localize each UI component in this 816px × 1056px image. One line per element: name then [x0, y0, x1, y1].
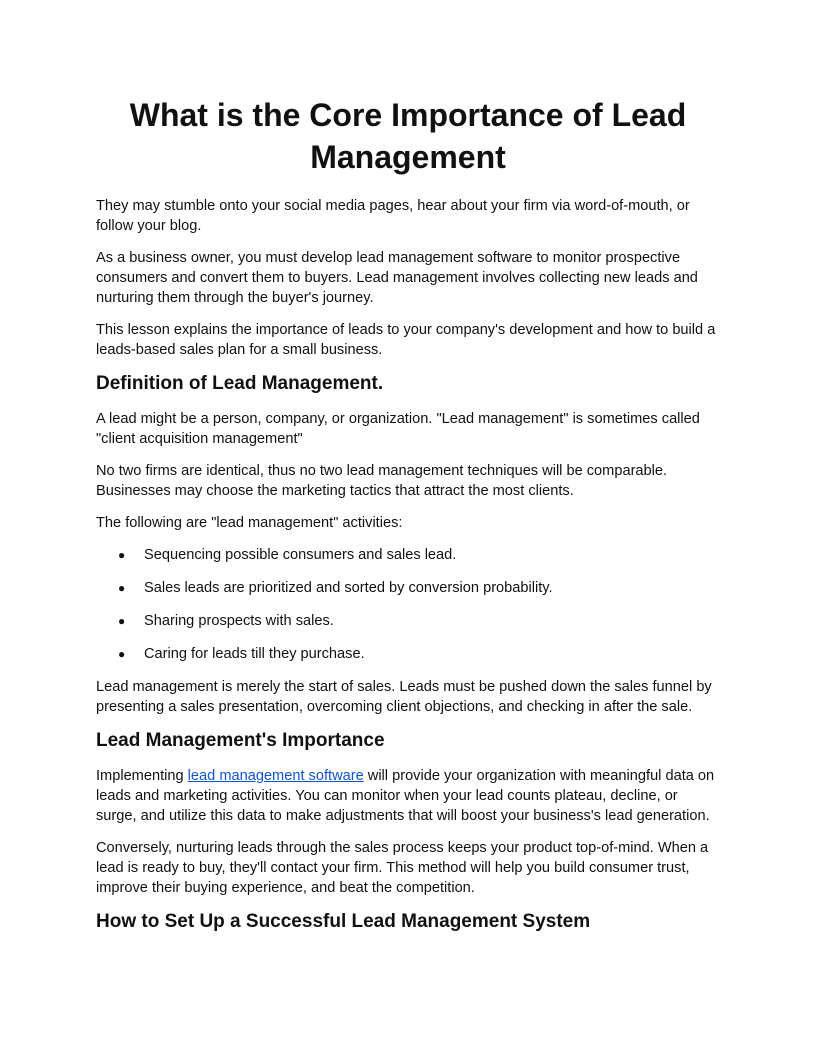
definition-paragraph-2: No two firms are identical, thus no two lead management techniques will be comparable. Businesses may choose the marketing tactics that attract the most clients.: [96, 463, 668, 499]
bullet-icon: ●: [118, 614, 126, 628]
bullet-icon: ●: [118, 581, 126, 595]
section-heading-importance: Lead Management's Importance: [96, 730, 385, 751]
document-page: [96, 94, 720, 947]
activities-list: [96, 545, 720, 664]
intro-paragraph-3: This lesson explains the importance of leads to your company's development and how to build a leads-based sales plan for a small business.: [96, 322, 716, 358]
list-item: [96, 611, 720, 631]
definition-closing-paragraph: Lead management is merely the start of sales. Leads must be pushed down the sales funnel by presenting a sales presentation, overcoming client objections, and checking in after the sale.: [96, 679, 712, 715]
list-item: [96, 545, 720, 565]
list-item-text: Sharing prospects with sales.: [144, 613, 334, 629]
importance-paragraph-1: [96, 766, 720, 826]
list-item: [96, 578, 720, 598]
importance-text-after-link: will provide your organization with meaningful data on leads and marketing activities. You can monitor when your lead counts plateau, decline, or surge, and utilize this data to make adjustments that will boost your business's lead generation.: [96, 768, 715, 824]
importance-paragraph-2: Conversely, nurturing leads through the sales process keeps your product top-of-mind. When a lead is ready to buy, they'll contact your firm. This method will help you build consumer trust, improve their buying experience, and beat the competition.: [96, 840, 709, 896]
list-item-text: Sales leads are prioritized and sorted by conversion probability.: [144, 580, 553, 596]
bullet-icon: ●: [118, 548, 126, 562]
definition-paragraph-1: A lead might be a person, company, or organization. "Lead management" is sometimes called "client acquisition management": [96, 411, 700, 447]
definition-paragraph-3: The following are "lead management" activities:: [96, 515, 403, 531]
list-item-text: Caring for leads till they purchase.: [144, 646, 365, 662]
section-heading-setup: How to Set Up a Successful Lead Management System: [96, 911, 591, 932]
importance-text-before-link: Implementing: [96, 768, 188, 784]
lead-management-software-link[interactable]: lead management software: [187, 768, 364, 784]
list-item-text: Sequencing possible consumers and sales lead.: [144, 547, 457, 563]
section-heading-definition: Definition of Lead Management.: [96, 373, 384, 394]
intro-paragraph-2: As a business owner, you must develop lead management software to monitor prospective consumers and convert them to buyers. Lead management involves collecting new leads and nurturing them through the buyer's journey.: [96, 250, 698, 306]
page-title: What is the Core Importance of Lead Management: [129, 97, 687, 175]
bullet-icon: ●: [118, 647, 126, 661]
intro-paragraph-1: They may stumble onto your social media pages, hear about your firm via word-of-mouth, or follow your blog.: [96, 198, 690, 234]
list-item: [96, 644, 720, 664]
